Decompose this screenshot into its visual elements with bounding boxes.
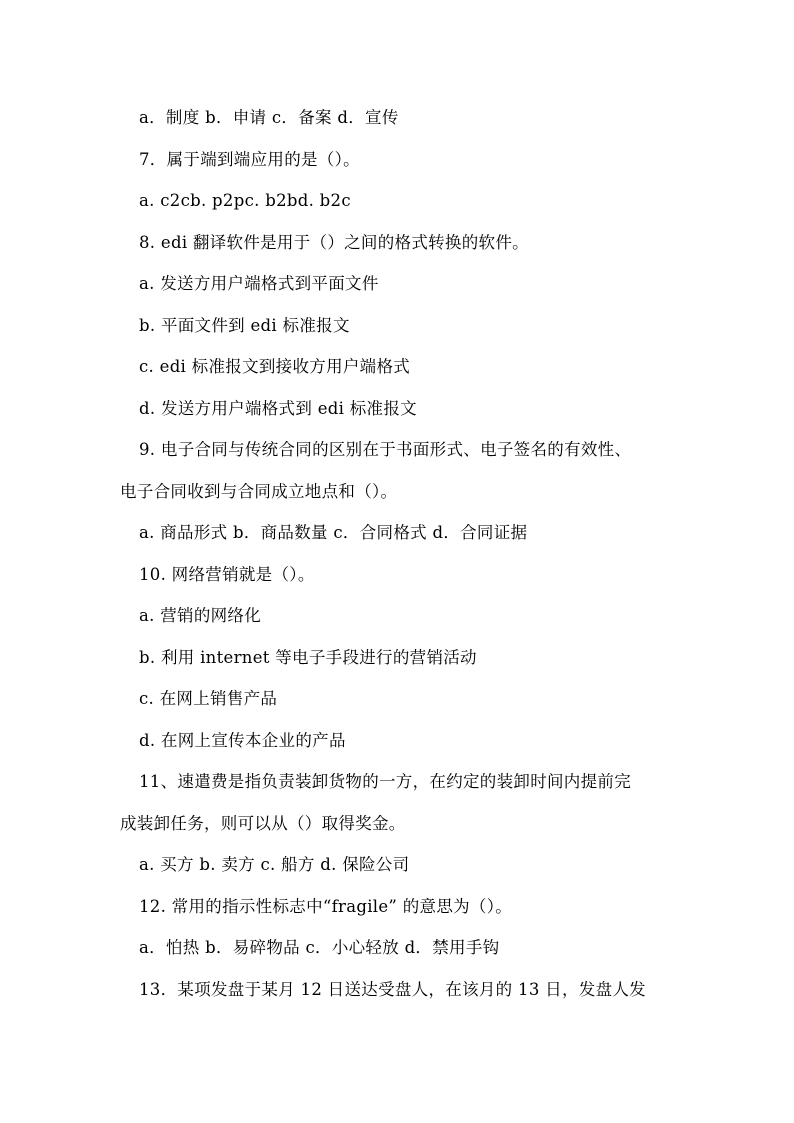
q9-question-line2: 电子合同收到与合同成立地点和（）。	[120, 482, 398, 501]
q10-option-d: d. 在网上宣传本企业的产品	[139, 731, 346, 750]
q10-option-b: b. 利用 internet 等电子手段进行的营销活动	[139, 648, 477, 667]
q11-question-line1: 11、速遣费是指负责装卸货物的一方，在约定的装卸时间内提前完	[139, 772, 631, 791]
q10-option-a: a. 营销的网络化	[139, 606, 262, 625]
q10-question: 10. 网络营销就是（）。	[139, 565, 315, 584]
q11-options: a. 买方 b. 卖方 c. 船方 d. 保险公司	[139, 855, 410, 874]
q9-question-line1: 9. 电子合同与传统合同的区别在于书面形式、电子签名的有效性、	[139, 440, 632, 459]
q11-question-line2: 成装卸任务，则可以从（）取得奖金。	[120, 814, 406, 833]
q6-options: a．制度 b．申请 c．备案 d．宣传	[139, 108, 399, 127]
q8-question: 8. edi 翻译软件是用于（）之间的格式转换的软件。	[139, 233, 529, 252]
q12-options: a．怕热 b．易碎物品 c．小心轻放 d．禁用手钩	[139, 938, 500, 957]
q8-option-b: b. 平面文件到 edi 标准报文	[139, 316, 350, 335]
q12-question: 12. 常用的指示性标志中“fragile” 的意思为（）。	[139, 897, 513, 916]
q8-option-a: a. 发送方用户端格式到平面文件	[139, 274, 379, 293]
q7-options: a. c2cb. p2pc. b2bd. b2c	[139, 191, 351, 210]
q8-option-d: d. 发送方用户端格式到 edi 标准报文	[139, 399, 417, 418]
q9-options: a. 商品形式 b．商品数量 c．合同格式 d．合同证据	[139, 523, 528, 542]
q8-option-c: c. edi 标准报文到接收方用户端格式	[139, 357, 411, 376]
q7-question: 7．属于端到端应用的是（）。	[139, 150, 360, 169]
q10-option-c: c. 在网上销售产品	[139, 689, 278, 708]
q13-question-line1: 13．某项发盘于某月 12 日送达受盘人，在该月的 13 日，发盘人发	[139, 980, 646, 999]
